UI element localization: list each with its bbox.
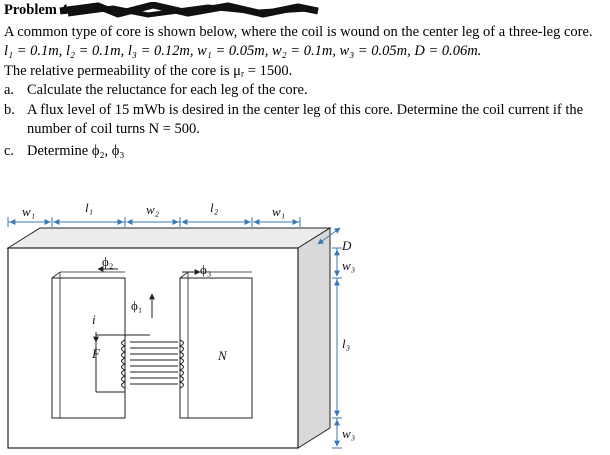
top-dimension-line (8, 217, 300, 227)
label-w1-left: w₁ (22, 204, 36, 219)
label-l2: l₂ (210, 200, 219, 215)
part-c-letter: c. (4, 143, 15, 159)
problem-dimensions: l₁ = 0.1m, l₂ = 0.1m, l₃ = 0.12m, w₁ = 0.05m, w₂ = 0.1m, w₃ = 0.05m, D = 0.06m. (4, 43, 482, 59)
part-c-text: Determine ϕ₂, ϕ₃ (27, 143, 125, 159)
label-w2: w₂ (146, 202, 160, 217)
redaction-scribble (58, 2, 320, 18)
label-w3-top: w₃ (342, 258, 356, 273)
label-w3-bottom: w₃ (342, 426, 356, 441)
label-phi3: ϕ₃ (200, 262, 212, 277)
label-i: i (92, 312, 96, 327)
part-a-letter: a. (4, 82, 15, 98)
label-F: F (92, 346, 100, 361)
label-N: N (218, 348, 227, 363)
part-a-text: Calculate the reluctance for each leg of the core. (27, 82, 308, 98)
part-b-text: A flux level of 15 mWb is desired in the center leg of this core. Determine the coil current if the (27, 102, 584, 118)
label-D: D (342, 238, 352, 253)
core-top-face (8, 228, 330, 248)
label-w1-right: w₁ (272, 204, 286, 219)
part-b-letter: b. (4, 102, 15, 118)
part-b-text-continued: number of coil turns N = 500. (27, 121, 200, 137)
label-l3: l₃ (342, 336, 351, 351)
core-window-left (52, 278, 125, 418)
problem-intro: A common type of core is shown below, where the coil is wound on the center leg of a three-leg core. (4, 24, 593, 40)
core-figure (0, 190, 610, 455)
core-side-face (298, 228, 330, 448)
label-phi1: ϕ₁ (131, 298, 143, 313)
problem-title: Problem 4. (4, 2, 72, 18)
label-l1: l₁ (85, 200, 94, 215)
problem-permeability: The relative permeability of the core is μᵣ = 1500. (4, 63, 293, 79)
core-window-right (180, 278, 252, 418)
label-phi2: ϕ₂ (102, 254, 114, 269)
